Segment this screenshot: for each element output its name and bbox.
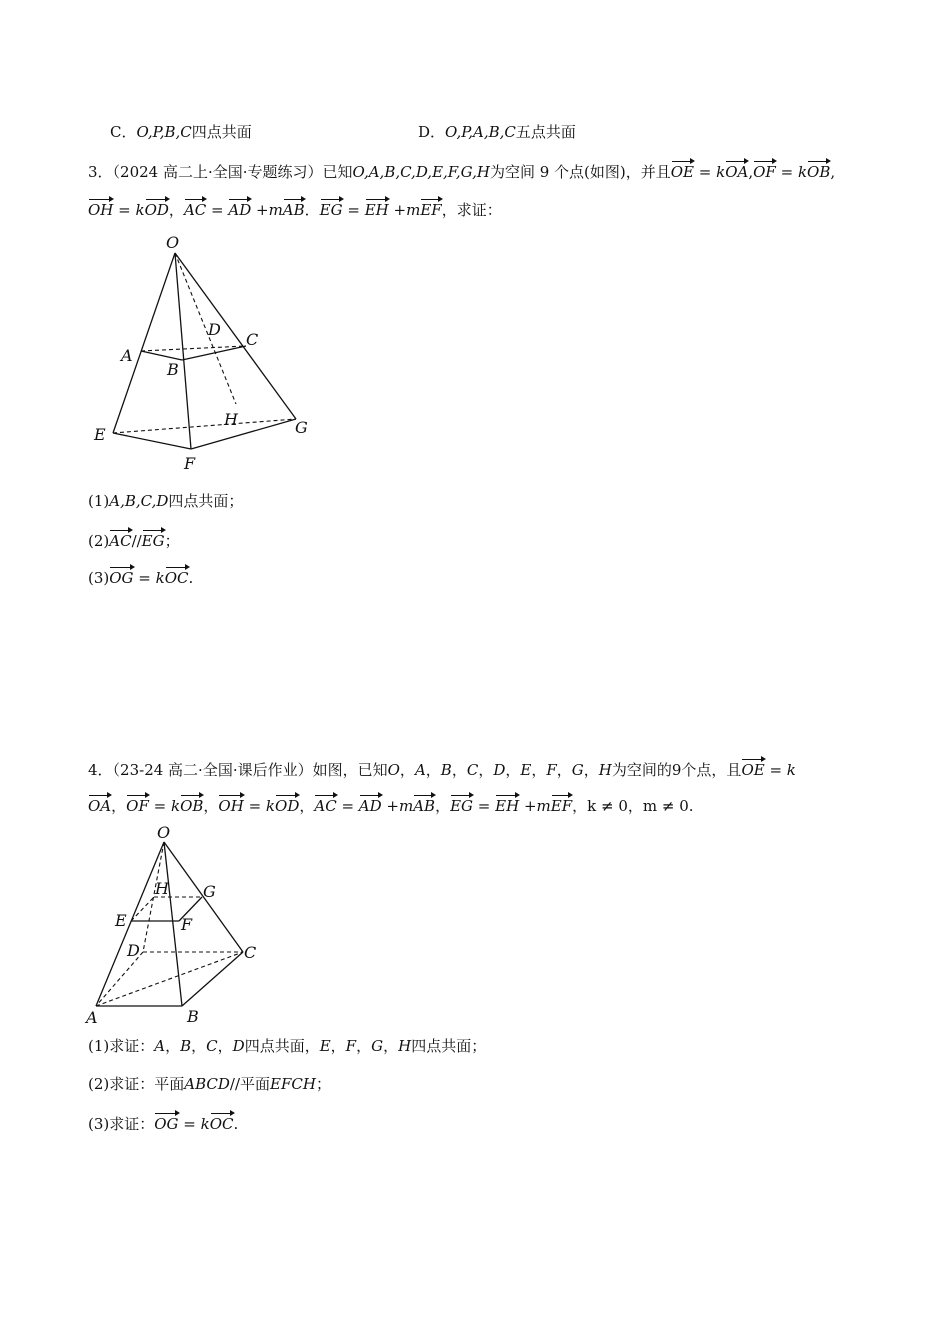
option-c: C．O,P,B,C四点共面: [110, 123, 252, 141]
q4-label-f: F: [181, 915, 193, 934]
q3-label-g: G: [295, 418, 308, 437]
q4-sub1: (1)求证：A，B，C，D四点共面，E，F，G，H四点共面；: [88, 1037, 487, 1055]
q3-label-f: F: [184, 454, 196, 472]
q4-label-d: D: [127, 941, 140, 960]
q3-label-c: C: [246, 330, 259, 349]
q4-label-a: A: [86, 1008, 98, 1027]
q3-sub1: (1)A,B,C,D四点共面；: [88, 492, 244, 510]
q3-label-h: H: [224, 410, 238, 429]
q3-sub3: (3)OG = kOC.: [88, 566, 193, 588]
q3-label-e: E: [94, 425, 106, 444]
q4-label-c: C: [244, 943, 257, 962]
q4-sub3: (3)求证：OG = kOC.: [88, 1112, 238, 1134]
q3-label-b: B: [167, 360, 179, 379]
q3-label-d: D: [208, 320, 221, 339]
q3-label-o: O: [166, 233, 180, 252]
q4-stem-line1: 4．（23-24 高二·全国·课后作业）如图，已知O，A，B，C，D，E，F，G，H为空间的9个点，且OE = k: [88, 758, 796, 780]
q4-label-b: B: [187, 1007, 199, 1026]
q4-label-e: E: [115, 911, 127, 930]
q3-stem-line2: OH = kOD，AC = AD +mAB．EG = EH +mEF，求证：: [88, 198, 502, 220]
q4-sub2: (2)求证：平面ABCD//平面EFCH；: [88, 1075, 331, 1093]
q4-label-g: G: [203, 882, 216, 901]
option-d: D．O,P,A,B,C五点共面: [418, 123, 576, 141]
q4-stem-line2: OA，OF = kOB，OH = kOD，AC = AD +mAB，EG = EH +mEF，k ≠ 0，m ≠ 0.: [88, 794, 694, 816]
q3-sub2: (2)AC//EG；: [88, 529, 180, 551]
q3-label-a: A: [121, 346, 133, 365]
q3-stem-line1: 3．（2024 高二上·全国·专题练习）已知O,A,B,C,D,E,F,G,H为空间 9 个点(如图)，并且OE = kOA,OF = kOB,: [88, 160, 835, 182]
q4-label-h: H: [155, 879, 169, 898]
q4-label-o: O: [157, 823, 171, 842]
q3-figure: [88, 232, 328, 472]
q4-figure: [84, 822, 274, 1032]
